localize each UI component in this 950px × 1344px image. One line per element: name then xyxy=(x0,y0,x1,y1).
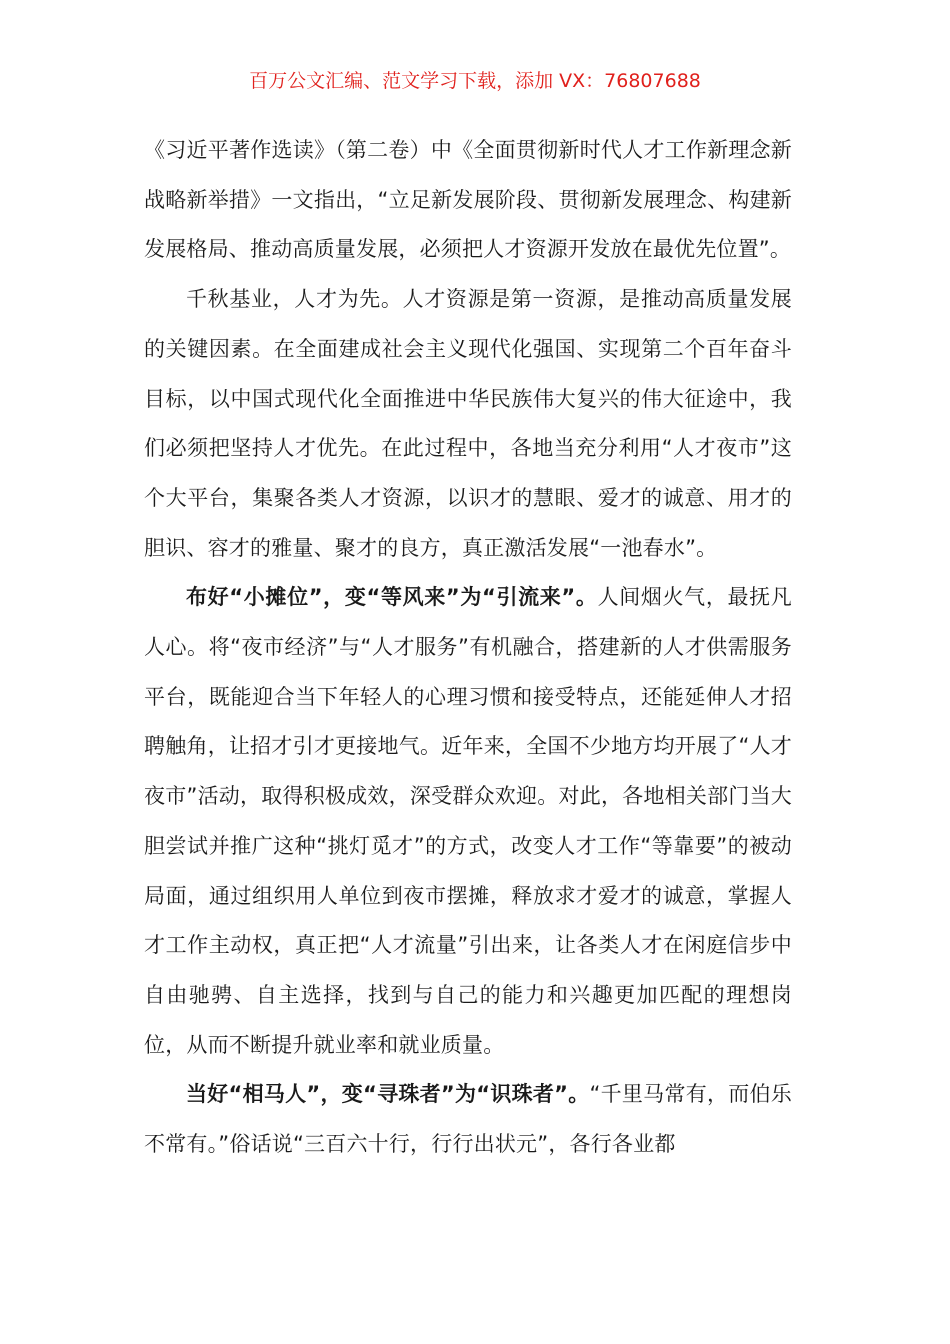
document-body xyxy=(144,126,792,1170)
paragraph-4 xyxy=(144,1070,792,1169)
paragraph-1 xyxy=(144,126,792,275)
header-text: 百万公文汇编、范文学习下载，添加 VX：76807688 xyxy=(249,70,701,92)
paragraph-3-heading: 布好“小摊位”，变“等风来”为“引流来”。 xyxy=(186,585,598,610)
watermark-header xyxy=(0,66,950,96)
paragraph-2-text: 千秋基业，人才为先。人才资源是第一资源，是推动高质量发展的关键因素。在全面建成社会主义现代化强国、实现第二个百年奋斗目标，以中国式现代化全面推进中华民族伟大复兴的伟大征途中，我们必须把坚持人才优先。在此过程中，各地当充分利用“人才夜市”这个大平台，集聚各类人才资源，以识才的慧眼、爱才的诚意、用才的胆识、容才的雅量、聚才的良方，真正激活发展“一池春水”。 xyxy=(144,287,792,560)
paragraph-1-text: 《习近平著作选读》（第二卷）中《全面贯彻新时代人才工作新理念新战略新举措》一文指出，“立足新发展阶段、贯彻新发展理念、构建新发展格局、推动高质量发展，必须把人才资源开发放在最优先位置”。 xyxy=(144,138,792,262)
paragraph-3-text: 人间烟火气，最抚凡人心。将“夜市经济”与“人才服务”有机融合，搭建新的人才供需服务平台，既能迎合当下年轻人的心理习惯和接受特点，还能延伸人才招聘触角，让招才引才更接地气。近年来，全国不少地方均开展了“人才夜市”活动，取得积极成效，深受群众欢迎。对此，各地相关部门当大胆尝试并推广这种“挑灯觅才”的方式，改变人才工作“等靠要”的被动局面，通过组织用人单位到夜市摆摊，释放求才爱才的诚意，掌握人才工作主动权，真正把“人才流量”引出来，让各类人才在闲庭信步中自由驰骋、自主选择，找到与自己的能力和兴趣更加匹配的理想岗位，从而不断提升就业率和就业质量。 xyxy=(144,585,792,1057)
paragraph-4-heading: 当好“相马人”，变“寻珠者”为“识珠者”。 xyxy=(186,1082,590,1107)
paragraph-2 xyxy=(144,275,792,573)
paragraph-3 xyxy=(144,573,792,1070)
paragraph-4-text: “千里马常有，而伯乐不常有。”俗话说“三百六十行，行行出状元”，各行各业都 xyxy=(144,1082,792,1157)
